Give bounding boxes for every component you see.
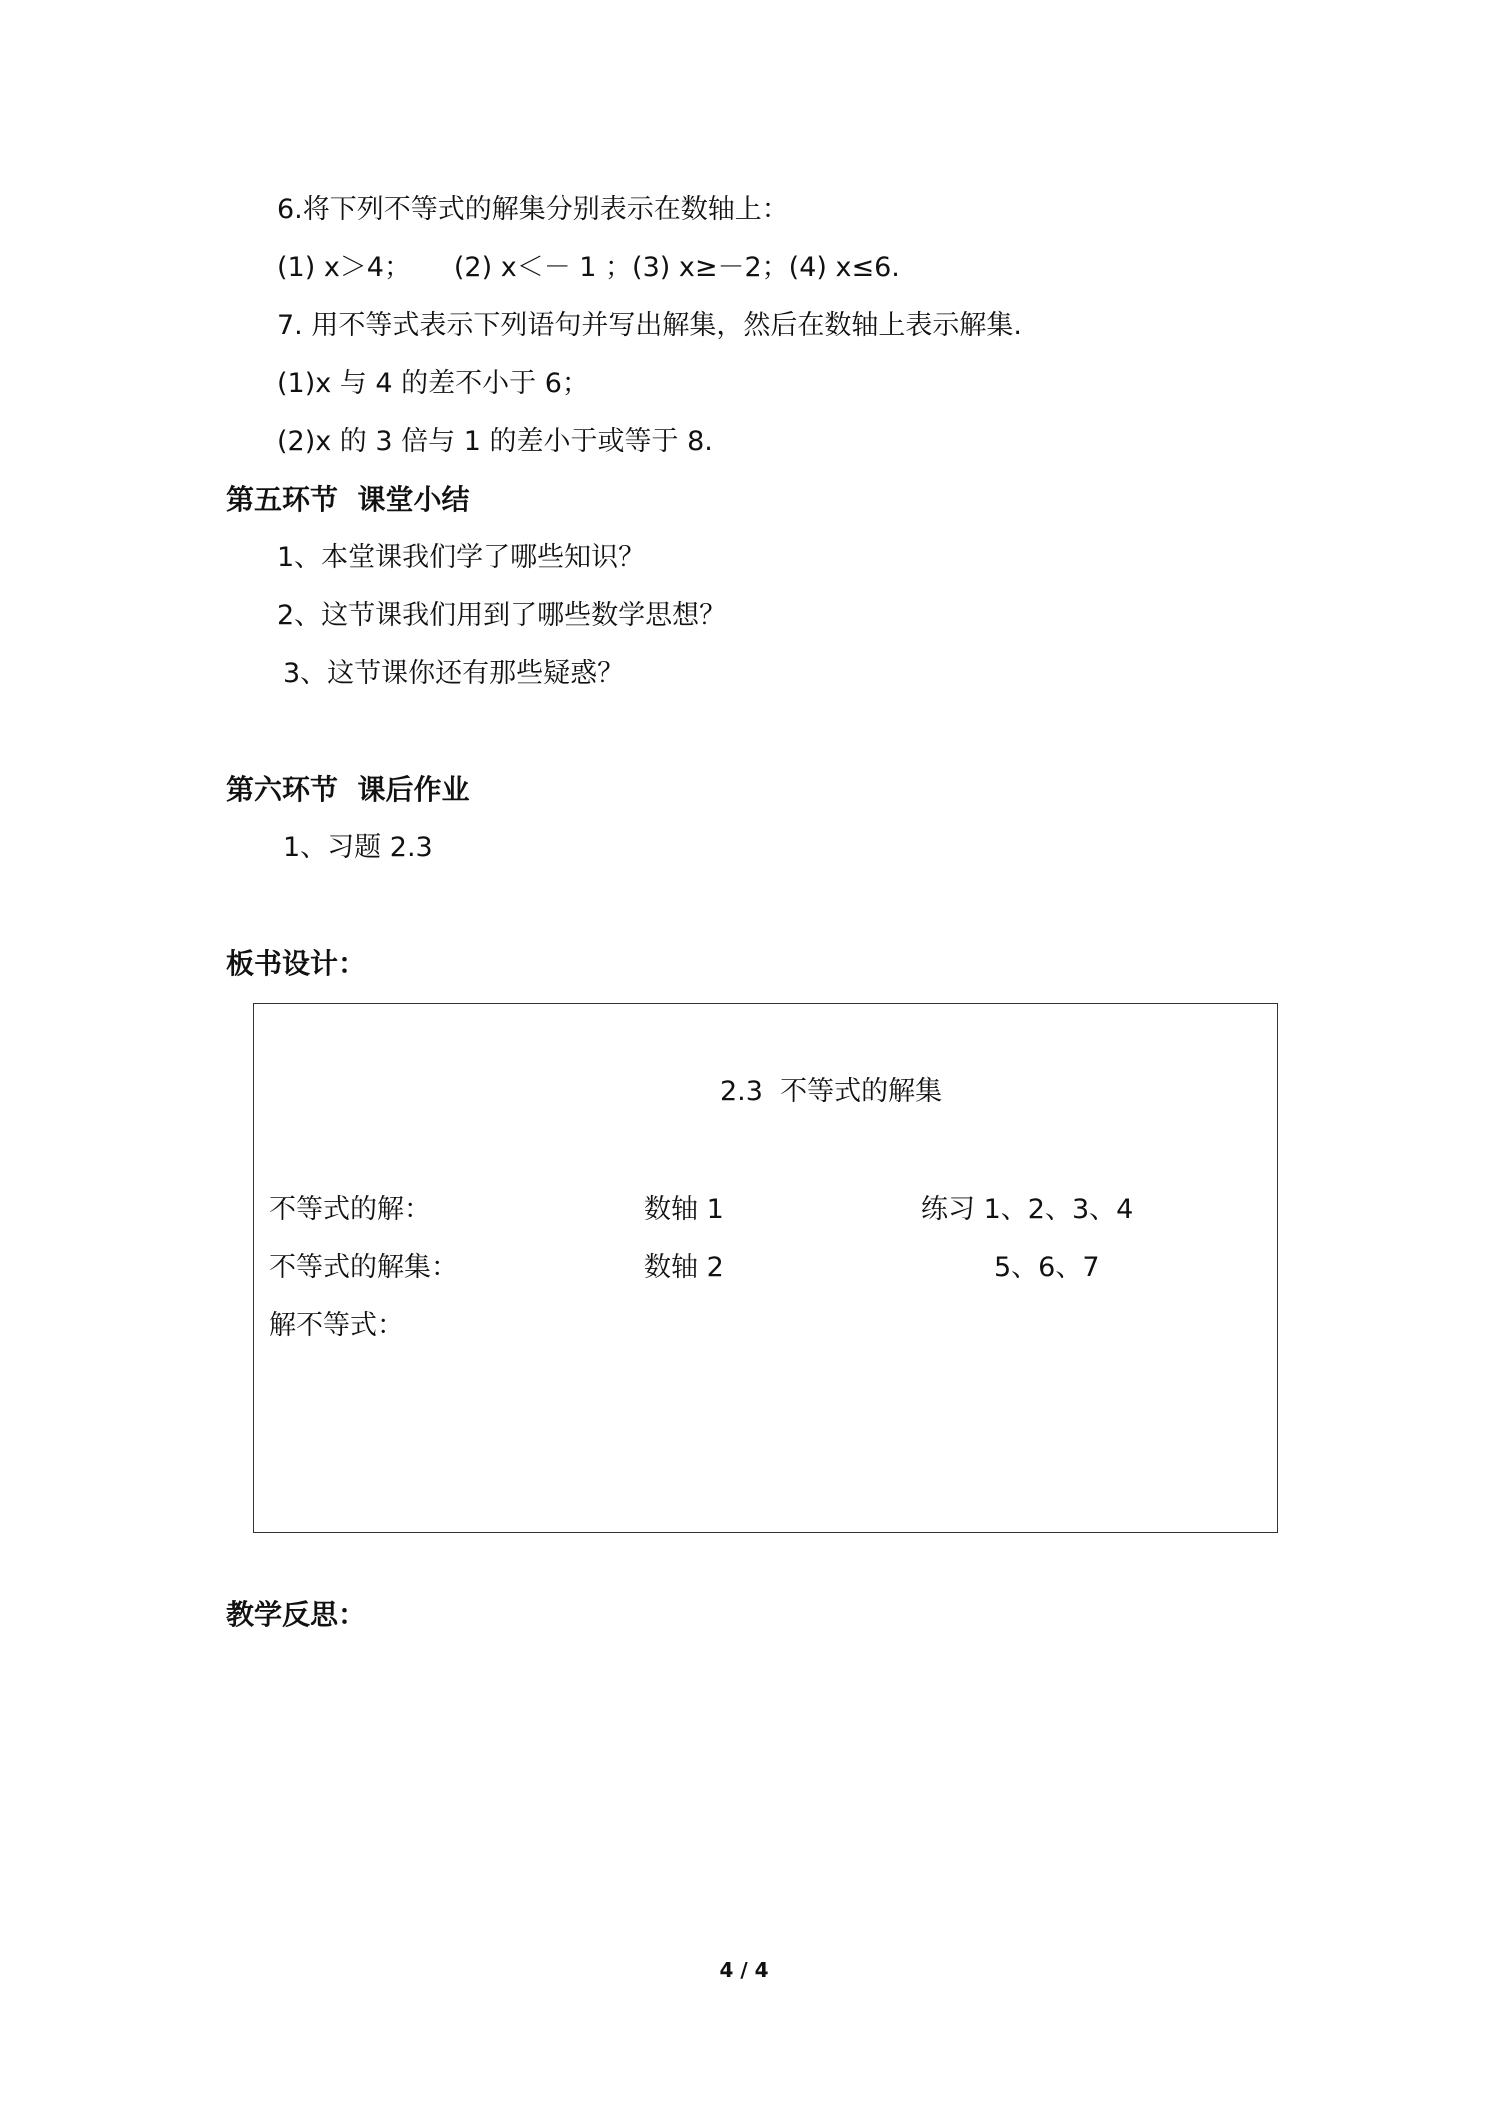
board-col1-row1: 不等式的解： xyxy=(269,1194,431,1225)
board-col3-row2: 5、6、7 xyxy=(994,1252,1100,1283)
board-heading: 2.3 不等式的解集 xyxy=(720,1076,943,1107)
board-col1-row3: 解不等式： xyxy=(269,1310,404,1341)
board-design-box xyxy=(253,1003,1278,1533)
exercise-7-item-2: (2)x 的 3 倍与 1 的差小于或等于 8. xyxy=(277,426,713,457)
board-design-title: 板书设计： xyxy=(226,947,367,980)
board-col2-row2: 数轴 2 xyxy=(644,1252,724,1283)
exercise-7-item-1: (1)x 与 4 的差不小于 6； xyxy=(277,368,589,399)
board-col3-row1: 练习 1、2、3、4 xyxy=(921,1194,1134,1225)
board-col1-row2: 不等式的解集： xyxy=(269,1252,458,1283)
board-col2-row1: 数轴 1 xyxy=(644,1194,724,1225)
exercise-7: 7. 用不等式表示下列语句并写出解集，然后在数轴上表示解集. xyxy=(277,310,1022,341)
exercise-6: 6.将下列不等式的解集分别表示在数轴上： xyxy=(277,194,789,225)
section5-item-3: 3、这节课你还有那些疑惑？ xyxy=(283,658,625,689)
page-number: 4 / 4 xyxy=(719,1958,769,1982)
section5-item-1: 1、本堂课我们学了哪些知识？ xyxy=(277,542,646,573)
section6-title: 第六环节 课后作业 xyxy=(226,773,470,806)
section5-title: 第五环节 课堂小结 xyxy=(226,483,470,516)
reflection-title: 教学反思： xyxy=(226,1598,367,1631)
section5-item-2: 2、这节课我们用到了哪些数学思想？ xyxy=(277,600,727,631)
exercise-6-items: (1) x＞4； (2) x＜－ 1 ；(3) x≥－2；(4) x≤6. xyxy=(277,252,900,283)
section6-item-1: 1、习题 2.3 xyxy=(283,832,433,863)
